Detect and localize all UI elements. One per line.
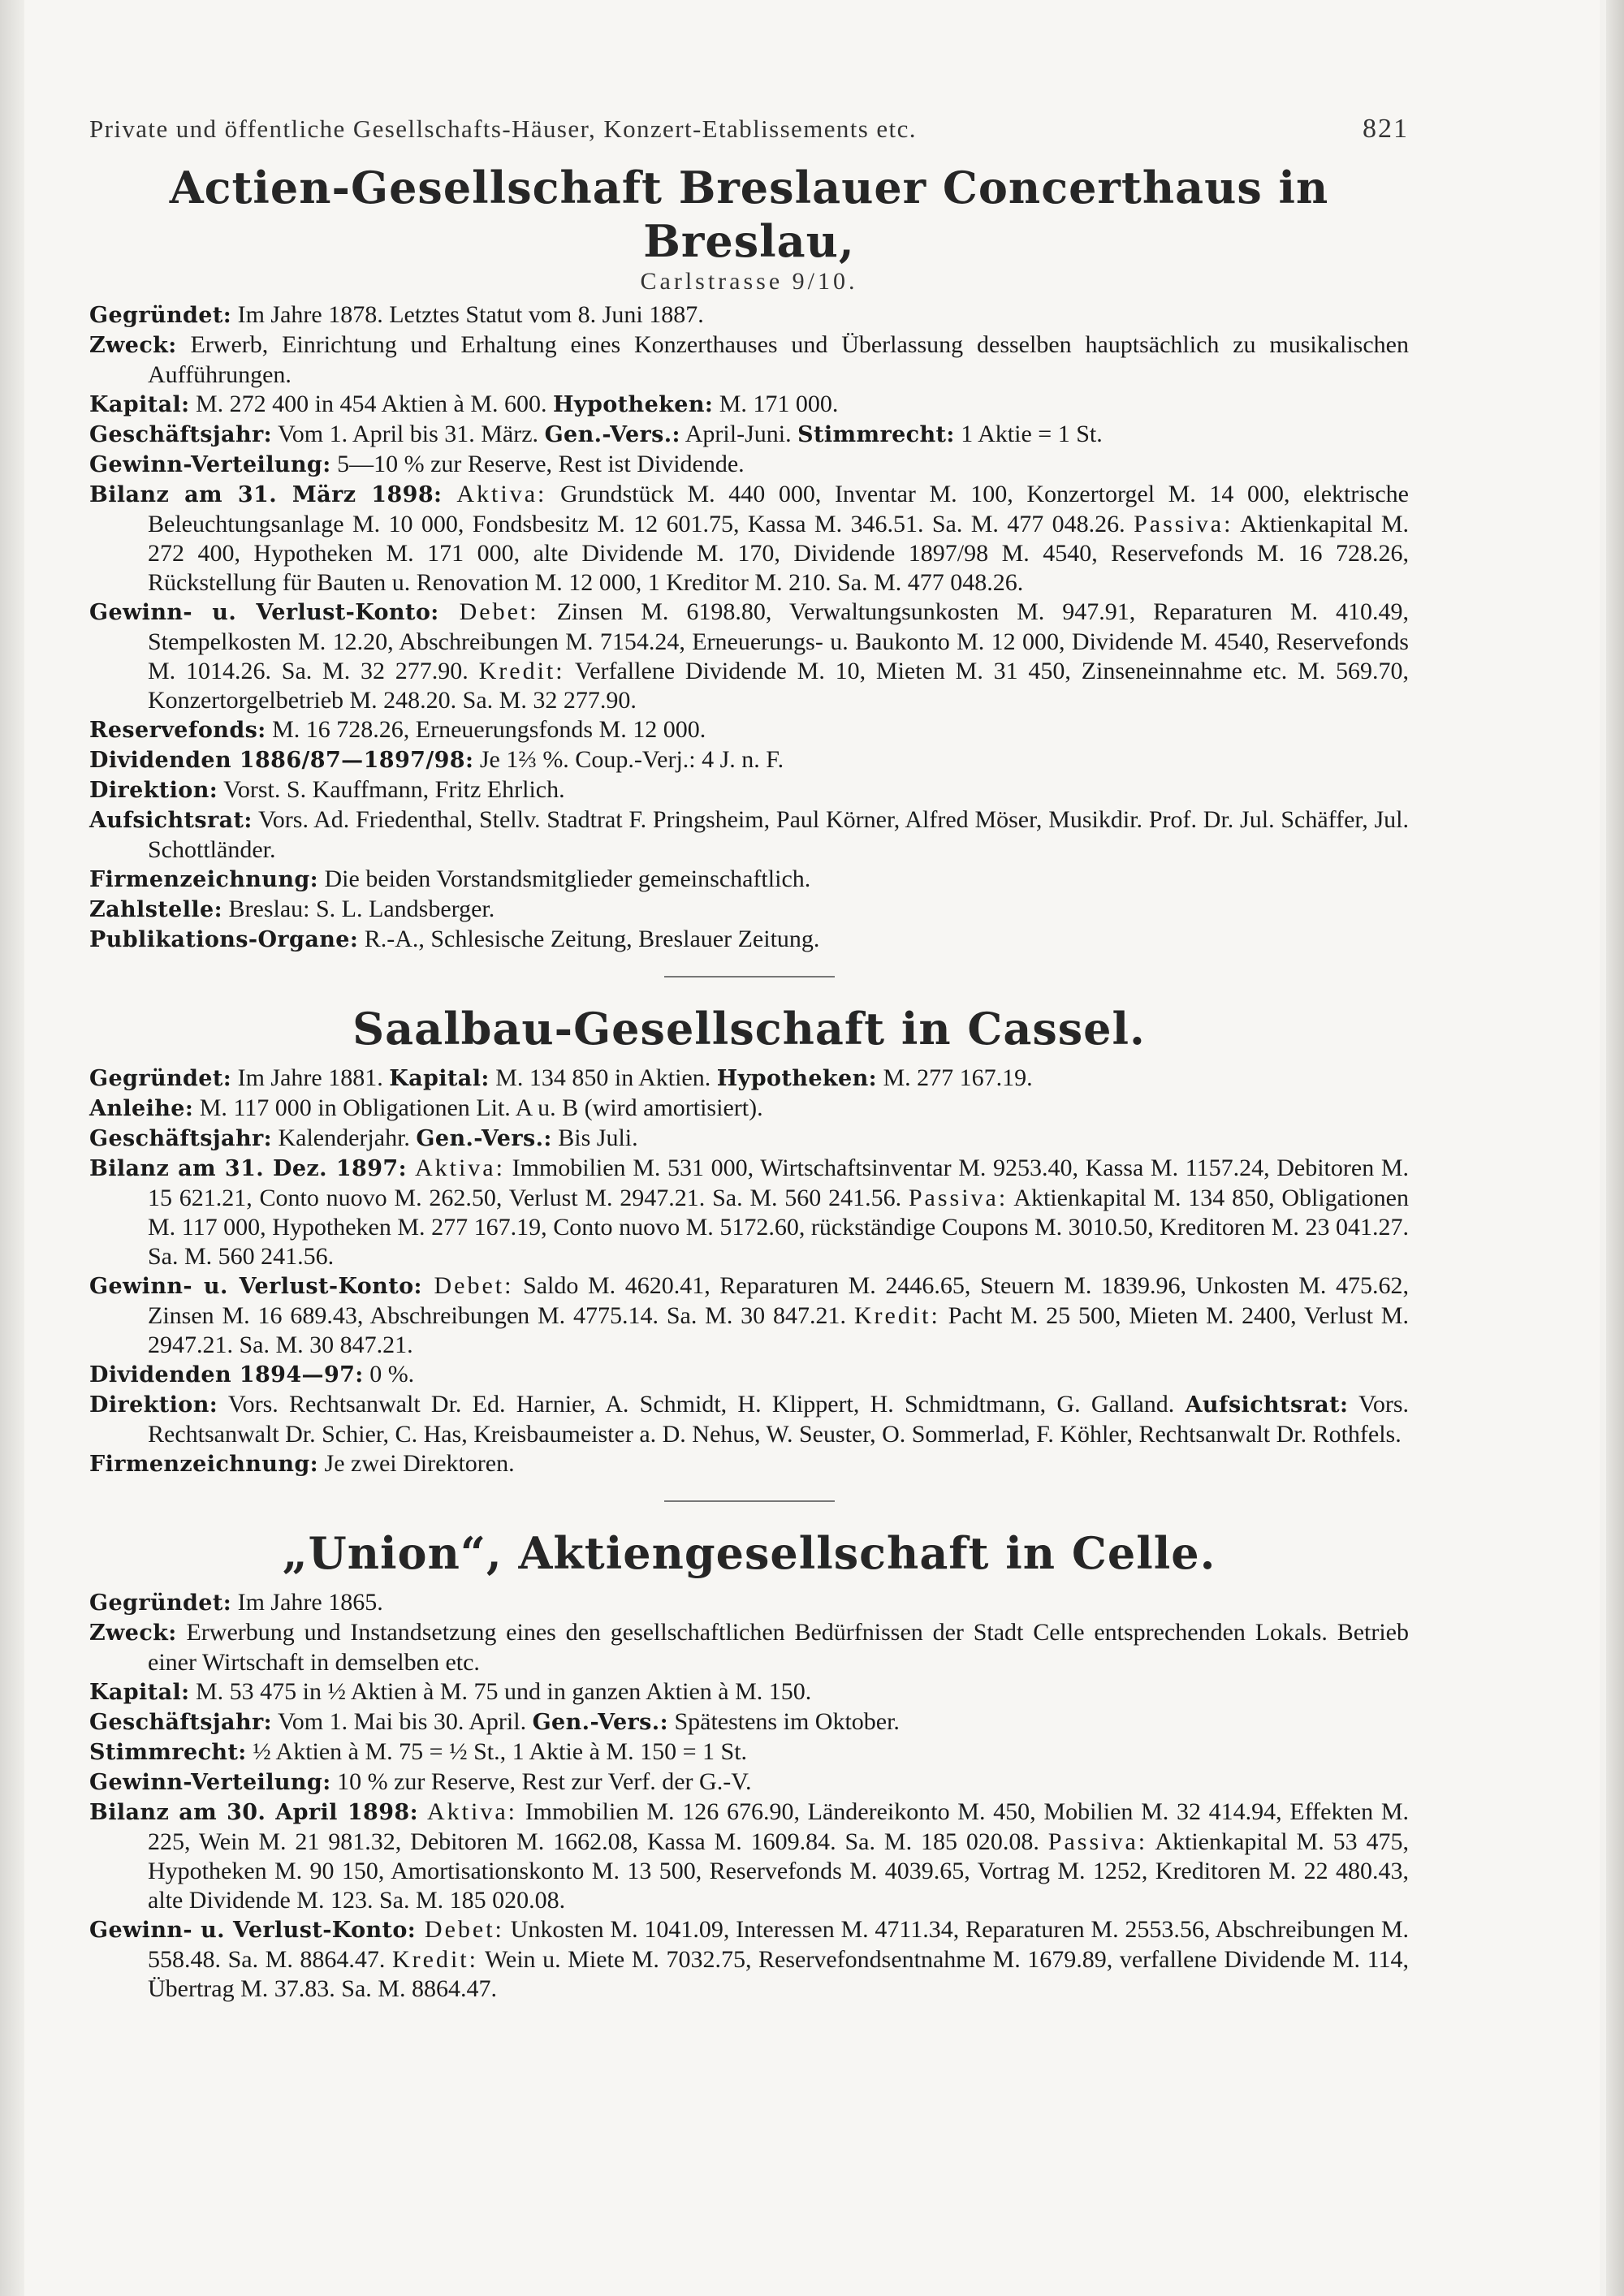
entry-text: Pacht M. 25 500, Mieten M. 2400, Verlust M. 2947.21. Sa. M. 30 847.21. (148, 1302, 1409, 1358)
section-address: Carlstrasse 9/10. (640, 268, 858, 295)
entry-text: Die beiden Vorstandsmitglieder gemeinschaftlich. (318, 865, 811, 892)
entry-label: Gen.-Vers.: (544, 422, 680, 447)
page-left-edge (0, 0, 24, 2296)
entry-text: R.-A., Schlesische Zeitung, Breslauer Zeitung. (358, 926, 820, 952)
section-divider (664, 976, 835, 978)
entry-text: M. 117 000 in Obligationen Lit. A u. B (wird amortisiert). (193, 1094, 763, 1121)
entry-sublabel: Passiva: (1047, 1828, 1148, 1855)
entry-label: Zweck: (89, 1621, 177, 1646)
entry-text: Aktienkapital M. 53 475, Hypotheken M. 90 150, Amortisationskonto M. 13 500, Reservefonds M. 4039.65, Vortrag M. 1252, Kreditoren M. 22 480.43, alte Dividende M. 123. Sa. M. 185 020.08. (148, 1828, 1409, 1914)
page-right-edge (1606, 0, 1624, 2296)
entry-dividenden (89, 1360, 1409, 1390)
entry-text: Unkosten M. 1041.09, Interessen M. 4711.34, Reparaturen M. 2553.56, Abschreibungen M. 558.48. Sa. M. 8864.47. (148, 1916, 1409, 1973)
entry-aufsichtsrat (89, 805, 1409, 865)
entry-label: Zweck: (89, 333, 177, 358)
entry-label: Gegründet: (89, 303, 232, 328)
entry-label: Bilanz am 31. März 1898: (89, 482, 443, 507)
entry-geschaeftsjahr (89, 420, 1409, 450)
entry-text: Vom 1. Mai bis 30. April. (271, 1708, 533, 1735)
entry-text: Je 1⅔ %. Coup.-Verj.: 4 J. n. F. (473, 746, 784, 773)
entry-bilanz (89, 1154, 1409, 1271)
entry-label: Firmenzeichnung: (89, 1452, 319, 1477)
entry-zahlstelle (89, 895, 1409, 925)
entry-text: Im Jahre 1865. (231, 1589, 383, 1616)
entry-publikations-organe (89, 925, 1409, 955)
entry-sublabel: Passiva: (908, 1185, 1009, 1211)
entry-label: Gen.-Vers.: (532, 1710, 668, 1735)
entry-text: Verfallene Dividende M. 10, Mieten M. 31 450, Zinseneinnahme etc. M. 569.70, Konzertorgelbetrieb M. 248.20. Sa. M. 32 277.90. (148, 658, 1409, 714)
entry-bilanz (89, 480, 1409, 598)
entry-sublabel: Debet: (416, 1916, 504, 1943)
entry-text: Grundstück M. 440 000, Inventar M. 100, Konzertorgel M. 14 000, elektrische Beleuchtungsanlage M. 10 000, Fondsbesitz M. 12 601.75, Kassa M. 346.51. Sa. M. 477 048.26. (148, 481, 1409, 537)
section-title: Saalbau-Gesellschaft in Cassel. (352, 1003, 1146, 1055)
entry-text: Saldo M. 4620.41, Reparaturen M. 2446.65, Steuern M. 1839.96, Unkosten M. 475.62, Zinsen M. 16 689.43, Abschreibungen M. 4775.14. Sa. M. 30 847.21. (148, 1272, 1409, 1329)
entry-text: April-Juni. (680, 421, 798, 447)
entry-label: Gewinn-Verteilung: (89, 452, 331, 477)
entry-dividenden (89, 745, 1409, 775)
entry-label: Geschäftsjahr: (89, 1126, 272, 1151)
section-celle (89, 1526, 1409, 2004)
entry-text: Vors. Rechtsanwalt Dr. Schier, C. Has, Kreisbaumeister a. D. Nehus, W. Seuster, O. Sommerlad, F. Köhler, Rechtsanwalt Dr. Rothfels. (148, 1391, 1410, 1448)
entry-text: Im Jahre 1878. Letztes Statut vom 8. Juni 1887. (231, 301, 704, 328)
entry-zweck (89, 330, 1409, 390)
entry-sublabel: Kredit: (478, 658, 565, 684)
entry-label: Kapital: (89, 1680, 190, 1705)
entry-label: Kapital: (389, 1066, 490, 1091)
entry-text: Vom 1. April bis 31. März. (271, 421, 545, 447)
entry-direktion (89, 775, 1409, 805)
entry-label: Aufsichtsrat: (1185, 1392, 1349, 1418)
entry-firmenzeichnung (89, 865, 1409, 895)
entry-sublabel: Kredit: (391, 1946, 478, 1973)
entry-text: M. 171 000. (713, 391, 839, 417)
entry-bilanz (89, 1798, 1409, 1915)
entry-label: Reservefonds: (89, 718, 266, 743)
entry-gegruendet (89, 1588, 1409, 1618)
entry-label: Publikations-Organe: (89, 927, 359, 952)
entry-direktion (89, 1390, 1409, 1449)
entry-text: Kalenderjahr. (271, 1124, 417, 1151)
entry-label: Dividenden 1886/87—1897/98: (89, 748, 474, 773)
entry-geschaeftsjahr (89, 1124, 1409, 1154)
section-breslau (89, 161, 1409, 955)
entry-gegruendet (89, 300, 1409, 330)
entry-text: Erwerbung und Instandsetzung eines den gesellschaftlichen Bedürfnissen der Stadt Celle entsprechenden Lokals. Betrieb einer Wirtschaft in demselben etc. (148, 1619, 1409, 1676)
entry-label: Firmenzeichnung: (89, 867, 319, 892)
entry-text: Je zwei Direktoren. (318, 1450, 515, 1477)
entry-label: Aufsichtsrat: (89, 808, 253, 833)
entry-text: M. 272 400 in 454 Aktien à M. 600. (189, 391, 553, 417)
entry-text: Immobilien M. 126 676.90, Ländereikonto M. 450, Mobilien M. 32 414.94, Effekten M. 225, Wein M. 21 981.32, Debitoren M. 1662.08, Kassa M. 1609.84. Sa. M. 185 020.08. (148, 1798, 1409, 1855)
entry-sublabel: Aktiva: (417, 1798, 517, 1825)
entry-label: Gegründet: (89, 1590, 232, 1616)
section-cassel (89, 1002, 1409, 1479)
entry-label: Dividenden 1894—97: (89, 1362, 364, 1388)
entry-text: ½ Aktien à M. 75 = ½ St., 1 Aktie à M. 150 = 1 St. (246, 1738, 748, 1765)
running-head (89, 114, 1409, 145)
entry-gewinn-verlust (89, 1915, 1409, 2004)
entry-text: Spätestens im Oktober. (667, 1708, 900, 1735)
section-divider (664, 1500, 835, 1502)
entry-label: Kapital: (89, 392, 190, 417)
entry-gegruendet (89, 1064, 1409, 1094)
entry-text: 5—10 % zur Reserve, Rest ist Dividende. (330, 451, 745, 477)
entry-text: M. 16 728.26, Erneuerungsfonds M. 12 000. (266, 716, 706, 743)
entry-text: Wein u. Miete M. 7032.75, Reservefondsentnahme M. 1679.89, verfallene Dividende M. 114, Übertrag M. 37.83. Sa. M. 8864.47. (148, 1946, 1409, 2002)
entry-label: Gewinn- u. Verlust-Konto: (89, 1918, 417, 1943)
entry-kapital (89, 1677, 1409, 1707)
section-title: Actien-Gesellschaft Breslauer Concerthaus in Breslau, (169, 162, 1329, 267)
entry-gewinn-verlust (89, 1271, 1409, 1360)
entry-text: M. 277 167.19. (877, 1064, 1033, 1091)
entry-zweck (89, 1618, 1409, 1677)
entry-label: Anleihe: (89, 1096, 194, 1121)
page-number: 821 (1363, 114, 1409, 144)
entry-anleihe (89, 1094, 1409, 1124)
entry-geschaeftsjahr (89, 1707, 1409, 1737)
entry-label: Direktion: (89, 778, 218, 803)
entry-label: Hypotheken: (553, 392, 714, 417)
entry-text: Vorst. S. Kauffmann, Fritz Ehrlich. (218, 776, 565, 803)
entry-label: Gen.-Vers.: (416, 1126, 552, 1151)
entry-text: Erwerb, Einrichtung und Erhaltung eines Konzerthauses und Überlassung desselben hauptsächlich zu musikalischen Aufführungen. (148, 331, 1409, 388)
section-title: „Union“, Aktiengesellschaft in Celle. (282, 1527, 1216, 1579)
entry-label: Geschäftsjahr: (89, 422, 272, 447)
entry-text: Vors. Rechtsanwalt Dr. Ed. Harnier, A. Schmidt, H. Klippert, H. Schmidtmann, G. Galland. (218, 1391, 1186, 1418)
entry-stimmrecht (89, 1737, 1409, 1767)
entry-sublabel: Kredit: (853, 1302, 940, 1329)
entry-reservefonds (89, 715, 1409, 745)
entry-text: Vors. Ad. Friedenthal, Stellv. Stadtrat F. Pringsheim, Paul Körner, Alfred Möser, Musikdir. Prof. Dr. Jul. Schäffer, Jul. Schottländer. (148, 806, 1409, 863)
entry-label: Gewinn- u. Verlust-Konto: (89, 600, 439, 625)
entry-text: M. 134 850 in Aktien. (489, 1064, 717, 1091)
entry-text: 1 Aktie = 1 St. (954, 421, 1103, 447)
entry-label: Gewinn-Verteilung: (89, 1770, 331, 1795)
entry-text: Im Jahre 1881. (231, 1064, 390, 1091)
entry-label: Gegründet: (89, 1066, 232, 1091)
entry-text: Immobilien M. 531 000, Wirtschaftsinventar M. 9253.40, Kassa M. 1157.24, Debitoren M. 15 621.21, Conto nuovo M. 262.50, Verlust M. 2947.21. Sa. M. 560 241.56. (148, 1154, 1409, 1211)
page-content (89, 114, 1409, 2004)
entry-label: Bilanz am 30. April 1898: (89, 1800, 418, 1825)
entry-gewinn-verlust (89, 598, 1409, 715)
entry-label: Bilanz am 31. Dez. 1897: (89, 1156, 407, 1181)
entry-label: Stimmrecht: (89, 1740, 247, 1765)
entry-gewinn-verteilung (89, 1767, 1409, 1798)
entry-sublabel: Aktiva: (406, 1154, 505, 1181)
entry-firmenzeichnung (89, 1449, 1409, 1479)
entry-text: Bis Juli. (551, 1124, 638, 1151)
entry-text: 10 % zur Reserve, Rest zur Verf. der G.-V. (330, 1768, 752, 1795)
entry-sublabel: Debet: (438, 598, 539, 625)
entry-sublabel: Aktiva: (442, 481, 547, 507)
entry-text: Breslau: S. L. Landsberger. (222, 896, 495, 922)
entry-label: Geschäftsjahr: (89, 1710, 272, 1735)
entry-label: Hypotheken: (716, 1066, 877, 1091)
entry-label: Gewinn- u. Verlust-Konto: (89, 1274, 422, 1299)
entry-text: Zinsen M. 6198.80, Verwaltungsunkosten M. 947.91, Reparaturen M. 410.49, Stempelkosten M. 12.20, Abschreibungen M. 7154.24, Erneuerungs- u. Baukonto M. 12 000, Dividende M. 4540, Reservefonds M. 1014.26. Sa. M. 32 277.90. (148, 598, 1410, 684)
entry-kapital (89, 390, 1409, 420)
entry-text: Aktienkapital M. 272 400, Hypotheken M. 171 000, alte Dividende M. 170, Dividende 1897/98 M. 4540, Reservefonds M. 16 728.26, Rückstellung für Bauten u. Renovation M. 12 000, 1 Kreditor M. 210. Sa. M. 477 048.26. (148, 511, 1410, 596)
entry-sublabel: Debet: (421, 1272, 514, 1299)
entry-label: Direktion: (89, 1392, 218, 1418)
entry-text: 0 %. (363, 1361, 415, 1388)
entry-text: M. 53 475 in ½ Aktien à M. 75 und in ganzen Aktien à M. 150. (189, 1678, 812, 1705)
entry-label: Zahlstelle: (89, 897, 223, 922)
running-head-text: Private und öffentliche Gesellschafts-Häuser, Konzert-Etablissements etc. (89, 114, 917, 143)
entry-sublabel: Passiva: (1134, 511, 1233, 537)
entry-text: Aktienkapital M. 134 850, Obligationen M. 117 000, Hypotheken M. 277 167.19, Conto nuovo M. 5172.60, rückständige Coupons M. 3010.50, Kreditoren M. 23 041.27. Sa. M. 560 241.56. (148, 1185, 1409, 1270)
entry-label: Stimmrecht: (797, 422, 955, 447)
entry-gewinn-verteilung (89, 450, 1409, 480)
